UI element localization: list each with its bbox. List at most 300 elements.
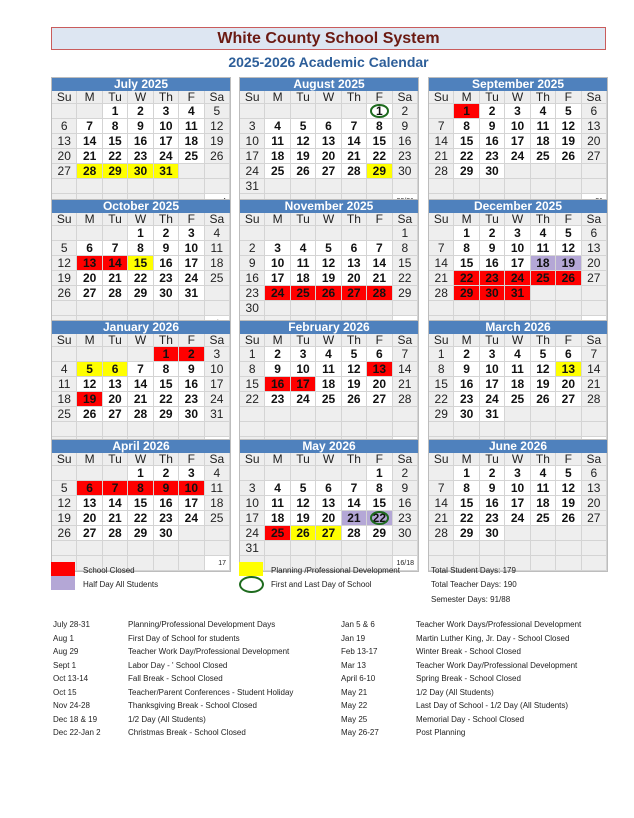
day-cell: 31 [240, 179, 265, 194]
event-row [53, 686, 293, 700]
page-subtitle: 2025-2026 Academic Calendar [228, 54, 429, 70]
day-cell: 19 [52, 511, 77, 526]
weekday-label: Sa [393, 334, 418, 347]
day-cell: 1 [393, 226, 418, 241]
empty-cell [531, 301, 556, 316]
day-cell: 29 [128, 286, 153, 301]
day-cell: 25 [531, 271, 556, 286]
weekday-label: Su [240, 334, 265, 347]
day-cell: 13 [342, 256, 367, 271]
day-cell: 19 [52, 271, 77, 286]
day-cell: 27 [582, 511, 607, 526]
day-cell: 1 [240, 347, 265, 362]
day-cell: 8 [103, 119, 128, 134]
event-date: Nov 24-28 [53, 701, 90, 710]
weekday-label: Sa [582, 453, 607, 466]
day-cell: 22 [154, 392, 179, 407]
day-cell: 17 [240, 511, 265, 526]
weekday-label: Th [531, 213, 556, 226]
day-cell: 13 [77, 256, 102, 271]
day-cell: 2 [265, 347, 290, 362]
day-cell: 4 [531, 104, 556, 119]
day-cell: 20 [582, 256, 607, 271]
events-list-right [341, 618, 581, 740]
day-cell: 13 [556, 362, 581, 377]
empty-cell [179, 541, 204, 556]
day-cell: 31 [480, 407, 505, 422]
empty-cell [291, 407, 316, 422]
day-cell: 18 [316, 377, 341, 392]
day-cell: 10 [179, 481, 204, 496]
empty-cell [556, 407, 581, 422]
weekday-label: Th [531, 91, 556, 104]
empty-cell [103, 226, 128, 241]
day-cell: 8 [128, 481, 153, 496]
day-cell: 9 [179, 362, 204, 377]
event-date: July 28-31 [53, 620, 90, 629]
empty-cell [393, 301, 418, 316]
day-cell: 20 [77, 511, 102, 526]
day-cell: 25 [205, 271, 230, 286]
empty-cell [582, 286, 607, 301]
day-cell: 31 [505, 286, 530, 301]
day-cell: 27 [342, 286, 367, 301]
day-cell: 29 [429, 407, 454, 422]
day-cell: 13 [582, 241, 607, 256]
day-cell: 11 [505, 362, 530, 377]
weekday-label: M [265, 213, 290, 226]
day-cell: 1 [429, 347, 454, 362]
day-cell: 28 [429, 164, 454, 179]
day-cell: 13 [52, 134, 77, 149]
empty-cell [291, 226, 316, 241]
day-cell: 9 [154, 241, 179, 256]
event-row [53, 699, 293, 713]
day-cell: 7 [429, 481, 454, 496]
day-cell: 4 [291, 241, 316, 256]
day-cell: 11 [179, 119, 204, 134]
day-cell: 25 [531, 149, 556, 164]
event-row [341, 632, 581, 646]
day-cell: 14 [342, 134, 367, 149]
event-date: May 21 [341, 687, 368, 697]
empty-cell [179, 526, 204, 541]
day-cell: 9 [480, 481, 505, 496]
day-cell: 9 [480, 241, 505, 256]
day-cell: 19 [342, 377, 367, 392]
day-cell: 16 [480, 134, 505, 149]
event-description: Winter Break - School Closed [416, 647, 521, 656]
empty-cell [52, 226, 77, 241]
day-cell: 8 [367, 481, 392, 496]
weekday-label: Th [531, 453, 556, 466]
weekday-label: F [179, 453, 204, 466]
day-cell: 14 [429, 256, 454, 271]
empty-cell [103, 301, 128, 316]
day-cell: 6 [103, 362, 128, 377]
event-row [53, 672, 293, 686]
day-cell: 8 [393, 241, 418, 256]
day-cell: 25 [531, 511, 556, 526]
day-cell: 15 [454, 256, 479, 271]
empty-cell [367, 541, 392, 556]
empty-cell [179, 164, 204, 179]
day-cell: 9 [480, 119, 505, 134]
empty-cell [582, 164, 607, 179]
empty-cell [582, 301, 607, 316]
day-cell: 15 [454, 496, 479, 511]
empty-cell [556, 164, 581, 179]
month-calendar [51, 439, 231, 572]
month-calendar [239, 199, 419, 332]
empty-cell [205, 164, 230, 179]
day-cell: 16 [393, 134, 418, 149]
day-cell: 10 [179, 241, 204, 256]
empty-cell [367, 179, 392, 194]
first-last-ring-icon [239, 576, 264, 593]
empty-cell [531, 179, 556, 194]
event-row [341, 726, 581, 740]
day-cell: 2 [128, 104, 153, 119]
day-cell: 17 [505, 256, 530, 271]
empty-cell [316, 422, 341, 437]
weekday-label: W [505, 453, 530, 466]
day-cell: 20 [103, 392, 128, 407]
weekday-label: M [265, 334, 290, 347]
day-cell: 26 [52, 526, 77, 541]
day-cell: 28 [367, 286, 392, 301]
weekday-label: M [454, 453, 479, 466]
day-cell: 11 [316, 362, 341, 377]
day-cell: 30 [393, 164, 418, 179]
day-cell: 8 [128, 241, 153, 256]
empty-cell [342, 301, 367, 316]
weekday-label: W [128, 91, 153, 104]
day-cell: 25 [505, 392, 530, 407]
day-cell: 15 [128, 256, 153, 271]
day-cell: 28 [582, 392, 607, 407]
day-cell: 25 [291, 286, 316, 301]
empty-cell [179, 179, 204, 194]
day-cell: 29 [393, 286, 418, 301]
event-date: Oct 15 [53, 687, 77, 697]
day-cell: 21 [429, 149, 454, 164]
empty-cell [454, 301, 479, 316]
day-cell: 23 [179, 392, 204, 407]
day-cell: 7 [342, 481, 367, 496]
event-row [341, 713, 581, 727]
empty-cell [531, 286, 556, 301]
day-cell: 4 [265, 119, 290, 134]
day-cell: 17 [505, 134, 530, 149]
day-cell: 2 [179, 347, 204, 362]
day-cell: 24 [505, 271, 530, 286]
day-cell: 18 [265, 511, 290, 526]
day-cell: 1 [154, 347, 179, 362]
day-cell: 11 [291, 256, 316, 271]
day-cell: 6 [556, 347, 581, 362]
empty-cell [316, 541, 341, 556]
day-cell: 19 [556, 496, 581, 511]
empty-cell [128, 422, 153, 437]
empty-cell [128, 301, 153, 316]
day-cell: 2 [480, 466, 505, 481]
empty-cell [128, 347, 153, 362]
empty-cell [556, 541, 581, 556]
empty-cell [505, 164, 530, 179]
weekday-label: Tu [480, 213, 505, 226]
day-cell: 30 [128, 164, 153, 179]
day-cell: 29 [154, 407, 179, 422]
day-cell: 1 [454, 466, 479, 481]
weekday-label: Sa [582, 91, 607, 104]
day-cell: 18 [505, 377, 530, 392]
empty-cell [429, 179, 454, 194]
day-cell: 22 [128, 511, 153, 526]
day-cell: 15 [128, 496, 153, 511]
event-description: 1/2 Day (All Students) [128, 714, 206, 724]
empty-cell [240, 226, 265, 241]
day-cell: 6 [342, 241, 367, 256]
day-cell: 20 [582, 134, 607, 149]
event-description: Labor Day - ' School Closed [128, 660, 228, 670]
event-description: Teacher Work Day/Professional Development [128, 647, 290, 656]
empty-cell [103, 422, 128, 437]
legend-closed-label: School Closed [83, 566, 135, 575]
day-cell: 29 [454, 164, 479, 179]
day-cell: 7 [103, 481, 128, 496]
empty-cell [429, 422, 454, 437]
day-cell: 7 [429, 119, 454, 134]
weekday-label: M [77, 453, 102, 466]
day-cell: 19 [77, 392, 102, 407]
weekday-label: M [454, 91, 479, 104]
empty-cell [454, 541, 479, 556]
day-cell: 27 [103, 407, 128, 422]
day-cell: 17 [154, 134, 179, 149]
day-cell: 3 [179, 226, 204, 241]
day-cell: 9 [154, 481, 179, 496]
empty-cell [291, 179, 316, 194]
day-cell: 23 [393, 511, 418, 526]
day-cell: 5 [556, 466, 581, 481]
day-cell: 12 [52, 256, 77, 271]
day-cell: 3 [505, 466, 530, 481]
day-cell: 25 [316, 392, 341, 407]
weekday-label: Sa [393, 213, 418, 226]
empty-cell [52, 104, 77, 119]
empty-cell [393, 407, 418, 422]
day-cell: 7 [128, 362, 153, 377]
day-cell: 30 [393, 526, 418, 541]
day-cell: 9 [240, 256, 265, 271]
day-cell: 13 [582, 119, 607, 134]
empty-cell [179, 422, 204, 437]
month-calendar [51, 77, 231, 210]
weekday-label: W [128, 334, 153, 347]
event-date: May 25 [341, 714, 368, 724]
day-cell: 5 [316, 241, 341, 256]
day-cell: 24 [505, 149, 530, 164]
empty-cell [291, 104, 316, 119]
day-cell: 16 [480, 256, 505, 271]
empty-cell [582, 179, 607, 194]
month-title: February 2026 [240, 321, 418, 334]
day-cell: 22 [128, 271, 153, 286]
day-cell: 30 [240, 301, 265, 316]
day-cell: 14 [103, 256, 128, 271]
weekday-label: M [454, 334, 479, 347]
empty-cell [265, 179, 290, 194]
empty-cell [429, 466, 454, 481]
empty-cell [52, 347, 77, 362]
weekday-label: Sa [393, 453, 418, 466]
empty-cell [77, 104, 102, 119]
empty-cell [179, 301, 204, 316]
day-cell: 12 [77, 377, 102, 392]
day-cell: 12 [531, 362, 556, 377]
day-cell: 5 [291, 481, 316, 496]
empty-cell [52, 422, 77, 437]
empty-cell [556, 526, 581, 541]
day-cell: 12 [205, 119, 230, 134]
day-cell: 24 [205, 392, 230, 407]
empty-cell [480, 422, 505, 437]
day-cell: 28 [128, 407, 153, 422]
empty-cell [393, 422, 418, 437]
day-cell: 26 [556, 149, 581, 164]
day-cell: 27 [52, 164, 77, 179]
day-cell: 20 [556, 377, 581, 392]
month-day-count: 17 [205, 556, 230, 571]
day-cell: 12 [291, 496, 316, 511]
weekday-label: Su [52, 91, 77, 104]
weekday-label: F [367, 91, 392, 104]
day-cell: 24 [154, 149, 179, 164]
empty-cell [291, 301, 316, 316]
day-cell: 15 [367, 496, 392, 511]
event-description: Post Planning [416, 728, 466, 737]
weekday-label: Th [342, 213, 367, 226]
month-calendar [239, 77, 419, 210]
empty-cell [505, 526, 530, 541]
month-calendar [428, 439, 608, 572]
month-calendar [428, 77, 608, 210]
event-row [341, 618, 581, 632]
day-cell: 15 [367, 134, 392, 149]
weekday-label: F [556, 334, 581, 347]
weekday-label: Sa [582, 213, 607, 226]
empty-cell [52, 301, 77, 316]
empty-cell [505, 179, 530, 194]
event-description: Teacher/Parent Conferences - Student Holiday [128, 687, 294, 697]
day-cell: 15 [454, 134, 479, 149]
day-cell: 22 [103, 149, 128, 164]
day-cell: 3 [179, 466, 204, 481]
empty-cell [454, 422, 479, 437]
day-cell: 10 [265, 256, 290, 271]
empty-cell [77, 347, 102, 362]
empty-cell [367, 301, 392, 316]
empty-cell [205, 286, 230, 301]
day-cell: 25 [52, 407, 77, 422]
empty-cell [342, 179, 367, 194]
day-cell: 11 [265, 134, 290, 149]
day-cell: 14 [103, 496, 128, 511]
day-cell: 23 [454, 392, 479, 407]
legend-first-last-label: First and Last Day of School [271, 580, 372, 589]
weekday-label: F [367, 453, 392, 466]
empty-cell [240, 422, 265, 437]
day-cell: 21 [342, 511, 367, 526]
day-cell: 27 [316, 526, 341, 541]
day-cell: 23 [240, 286, 265, 301]
weekday-label: Su [429, 453, 454, 466]
weekday-label: W [505, 91, 530, 104]
weekday-label: Th [154, 453, 179, 466]
day-cell: 23 [154, 511, 179, 526]
day-cell: 1 [454, 104, 479, 119]
empty-cell [154, 541, 179, 556]
empty-cell [77, 466, 102, 481]
empty-cell [154, 556, 179, 571]
empty-cell [265, 301, 290, 316]
day-cell: 19 [205, 134, 230, 149]
weekday-label: W [505, 334, 530, 347]
day-cell: 9 [393, 481, 418, 496]
day-cell: 19 [291, 149, 316, 164]
empty-cell [265, 407, 290, 422]
day-cell: 8 [240, 362, 265, 377]
day-cell: 5 [531, 347, 556, 362]
empty-cell [505, 541, 530, 556]
day-cell: 20 [316, 149, 341, 164]
day-cell: 10 [480, 362, 505, 377]
weekday-label: Th [154, 91, 179, 104]
day-cell: 29 [128, 526, 153, 541]
day-cell: 7 [429, 241, 454, 256]
day-cell: 2 [393, 466, 418, 481]
day-cell: 2 [154, 466, 179, 481]
day-cell: 29 [367, 164, 392, 179]
empty-cell [205, 179, 230, 194]
day-cell: 28 [429, 286, 454, 301]
day-cell: 23 [128, 149, 153, 164]
event-row [341, 659, 581, 673]
event-description: Memorial Day - School Closed [416, 714, 525, 724]
empty-cell [77, 541, 102, 556]
day-cell: 30 [179, 407, 204, 422]
empty-cell [556, 301, 581, 316]
day-cell: 2 [393, 104, 418, 119]
day-cell: 8 [429, 362, 454, 377]
day-cell: 21 [342, 149, 367, 164]
total-teacher-days: Total Teacher Days: 190 [431, 580, 517, 589]
empty-cell [505, 422, 530, 437]
empty-cell [205, 541, 230, 556]
month-title: April 2026 [52, 440, 230, 453]
event-date: April 6-10 [341, 674, 376, 683]
day-cell: 18 [205, 256, 230, 271]
day-cell: 17 [179, 256, 204, 271]
day-cell: 3 [265, 241, 290, 256]
empty-cell [342, 422, 367, 437]
day-cell: 30 [480, 526, 505, 541]
weekday-label: W [316, 213, 341, 226]
day-cell: 14 [393, 362, 418, 377]
day-cell: 10 [505, 481, 530, 496]
day-cell: 21 [103, 271, 128, 286]
